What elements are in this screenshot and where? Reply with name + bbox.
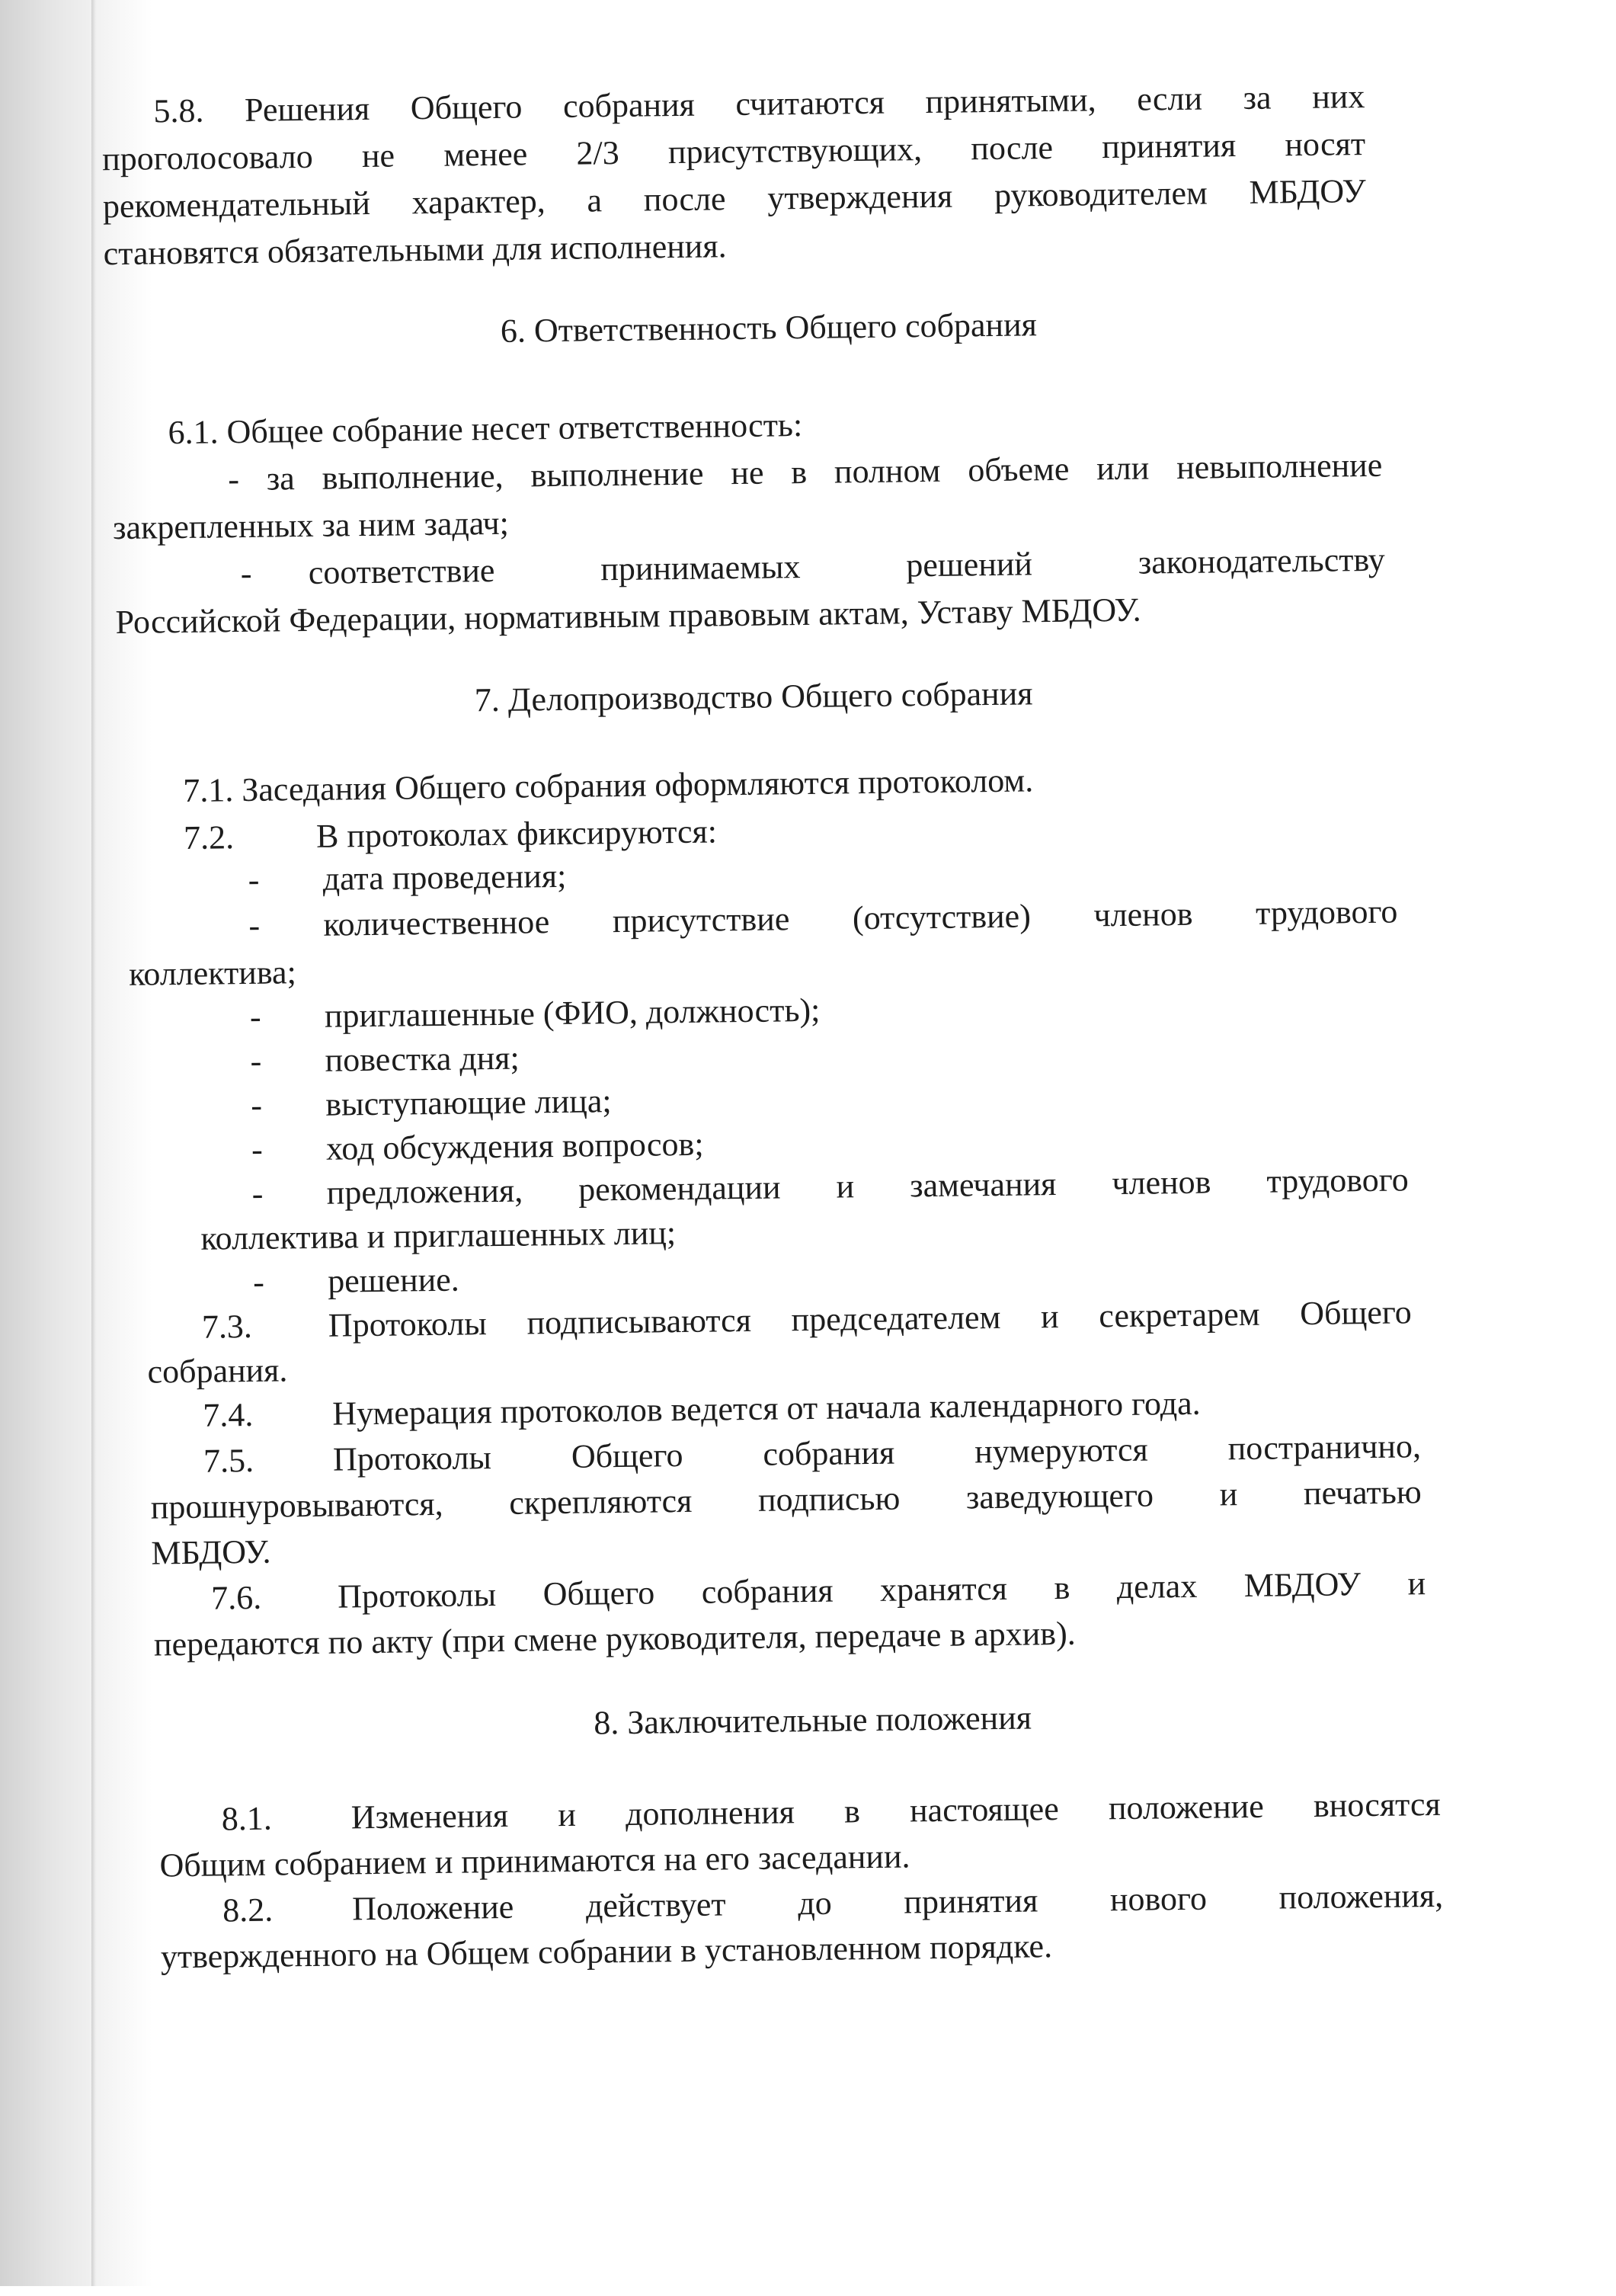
protocol-item-speakers: выступающие лица; [325, 1082, 612, 1123]
paragraph-8-1-number: 8.1. [221, 1799, 273, 1838]
paragraph-8-2-line-2: утвержденного на Общем собрании в установленном порядке. [160, 1927, 1053, 1976]
paragraph-7-5-line-1: Протоколы Общего собрания нумеруются постранично, [332, 1427, 1422, 1478]
responsibility-item-2-line-2: Российской Федерации, нормативным правовым актам, Уставу МБДОУ. [115, 591, 1141, 642]
protocol-item-decision: решение. [327, 1260, 460, 1300]
responsibility-item-2-dash: - [240, 554, 252, 593]
paragraph-7-4-line-1: Нумерация протоколов ведется от начала календарного года. [331, 1384, 1201, 1433]
list-dash: - [248, 906, 261, 944]
paragraph-5-8-line-4: становятся обязательными для исполнения. [103, 227, 727, 273]
paragraph-7-2-text: В протоколах фиксируются: [315, 812, 718, 855]
protocol-item-agenda: повестка дня; [325, 1039, 520, 1079]
list-dash: - [248, 860, 260, 898]
paragraph-7-2-number: 7.2. [183, 818, 235, 857]
paragraph-7-3-number: 7.3. [201, 1307, 253, 1346]
paragraph-5-8-line-1: 5.8. Решения Общего собрания считаются принятыми, если за них [153, 77, 1365, 130]
paragraph-7-4-number: 7.4. [203, 1395, 254, 1434]
paragraph-8-2-line-1: Положение действует до принятия нового положения, [351, 1876, 1444, 1928]
list-dash: - [251, 1130, 264, 1168]
paragraph-7-5-line-2: прошнуровываются, скрепляются подписью заведующего и печатью [150, 1473, 1422, 1526]
protocol-item-attendance-line-1: количественное присутствие (отсутствие) членов трудового [323, 892, 1398, 943]
section-7-heading: 7. Делопроизводство Общего собрания [474, 674, 1033, 719]
responsibility-item-1-line-2: закрепленных за ним задач; [112, 504, 510, 547]
section-6-heading: 6. Ответственность Общего собрания [500, 306, 1038, 350]
list-dash: - [252, 1263, 265, 1301]
responsibility-item-2-line-1: соответствие принимаемых решений законодательству [308, 540, 1385, 591]
paragraph-7-6-line-1: Протоколы Общего собрания хранятся в делах МБДОУ и [337, 1564, 1426, 1616]
list-dash: - [251, 1086, 263, 1124]
protocol-item-invited: приглашенные (ФИО, должность); [324, 991, 821, 1035]
paragraph-5-8-line-2: проголосовало не менее 2/3 присутствующих, после принятия носят [101, 124, 1366, 178]
paragraph-6-1: 6.1. Общее собрание несет ответственность: [168, 406, 803, 452]
paragraph-7-6-line-2: передаются по акту (при смене руководителя, передаче в архив). [153, 1614, 1076, 1664]
paragraph-8-2-number: 8.2. [222, 1891, 274, 1929]
protocol-item-proposals-line-2: коллектива и приглашенных лиц; [200, 1214, 677, 1257]
list-dash: - [251, 1174, 264, 1212]
paragraph-8-1-line-1: Изменения и дополнения в настоящее положение вносятся [350, 1785, 1441, 1836]
paragraph-8-1-line-2: Общим собранием и принимаются на его заседании. [159, 1837, 910, 1885]
protocol-item-attendance-line-2: коллектива; [128, 953, 297, 993]
paragraph-7-1: 7.1. Заседания Общего собрания оформляются протоколом. [182, 761, 1034, 809]
list-dash: - [250, 1042, 262, 1080]
responsibility-item-1-line-1: - за выполнение, выполнение не в полном объеме или невыполнение [227, 446, 1383, 498]
paragraph-5-8-line-3: рекомендательный характер, а после утверждения руководителем МБДОУ [102, 171, 1367, 226]
protocol-item-proposals-line-1: предложения, рекомендации и замечания членов трудового [326, 1161, 1409, 1212]
paragraph-7-5-line-3: МБДОУ. [151, 1532, 271, 1572]
paragraph-7-3-line-1: Протоколы подписываются председателем и секретарем Общего [328, 1293, 1413, 1344]
protocol-item-date: дата проведения; [322, 857, 567, 898]
list-dash: - [249, 997, 261, 1036]
paragraph-7-5-number: 7.5. [203, 1441, 254, 1480]
paragraph-7-3-line-2: собрания. [147, 1351, 288, 1391]
protocol-item-discussion: ход обсуждения вопросов; [325, 1125, 704, 1167]
section-8-heading: 8. Заключительные положения [593, 1699, 1032, 1742]
paragraph-7-6-number: 7.6. [210, 1578, 262, 1617]
